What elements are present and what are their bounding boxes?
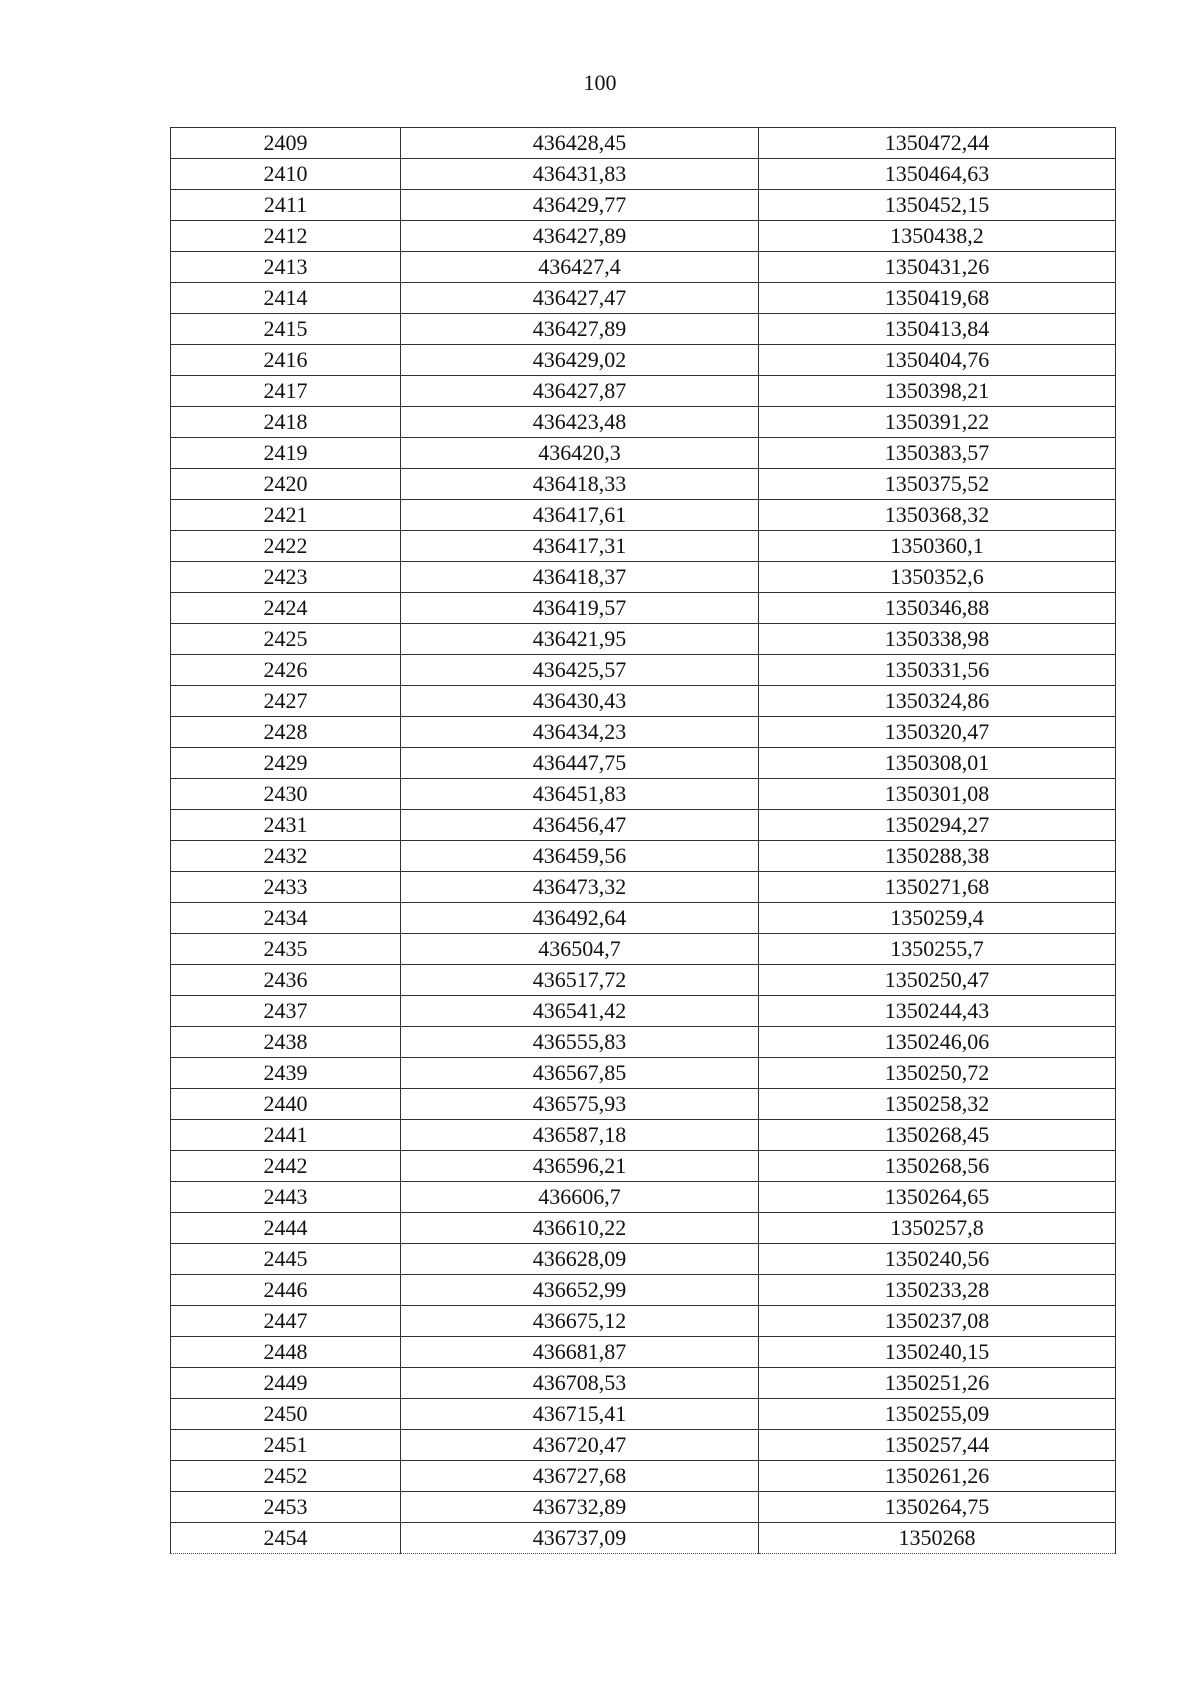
- y-coordinate-cell: 1350294,27: [759, 810, 1116, 841]
- table-row: [171, 1368, 1116, 1399]
- y-coordinate-cell: 1350452,15: [759, 190, 1116, 221]
- table-row: [171, 1151, 1116, 1182]
- x-coordinate-cell: 436610,22: [401, 1213, 759, 1244]
- y-coordinate-cell: 1350368,32: [759, 500, 1116, 531]
- table-row: [171, 686, 1116, 717]
- x-coordinate-cell: 436715,41: [401, 1399, 759, 1430]
- x-coordinate-cell: 436420,3: [401, 438, 759, 469]
- x-coordinate-cell: 436417,31: [401, 531, 759, 562]
- x-coordinate-cell: 436430,43: [401, 686, 759, 717]
- x-coordinate-cell: 436492,64: [401, 903, 759, 934]
- y-coordinate-cell: 1350308,01: [759, 748, 1116, 779]
- point-number-cell: 2420: [171, 469, 401, 500]
- point-number-cell: 2431: [171, 810, 401, 841]
- point-number-cell: 2453: [171, 1492, 401, 1523]
- table-row: [171, 1430, 1116, 1461]
- table-row: [171, 748, 1116, 779]
- x-coordinate-cell: 436541,42: [401, 996, 759, 1027]
- point-number-cell: 2454: [171, 1523, 401, 1554]
- x-coordinate-cell: 436429,02: [401, 345, 759, 376]
- y-coordinate-cell: 1350264,65: [759, 1182, 1116, 1213]
- table-row: [171, 1275, 1116, 1306]
- point-number-cell: 2435: [171, 934, 401, 965]
- y-coordinate-cell: 1350383,57: [759, 438, 1116, 469]
- y-coordinate-cell: 1350324,86: [759, 686, 1116, 717]
- point-number-cell: 2442: [171, 1151, 401, 1182]
- y-coordinate-cell: 1350258,32: [759, 1089, 1116, 1120]
- table-row: [171, 159, 1116, 190]
- x-coordinate-cell: 436555,83: [401, 1027, 759, 1058]
- x-coordinate-cell: 436596,21: [401, 1151, 759, 1182]
- y-coordinate-cell: 1350398,21: [759, 376, 1116, 407]
- point-number-cell: 2423: [171, 562, 401, 593]
- y-coordinate-cell: 1350271,68: [759, 872, 1116, 903]
- table-row: [171, 965, 1116, 996]
- point-number-cell: 2426: [171, 655, 401, 686]
- point-number-cell: 2409: [171, 128, 401, 159]
- point-number-cell: 2422: [171, 531, 401, 562]
- point-number-cell: 2450: [171, 1399, 401, 1430]
- y-coordinate-cell: 1350259,4: [759, 903, 1116, 934]
- x-coordinate-cell: 436628,09: [401, 1244, 759, 1275]
- y-coordinate-cell: 1350338,98: [759, 624, 1116, 655]
- point-number-cell: 2433: [171, 872, 401, 903]
- point-number-cell: 2449: [171, 1368, 401, 1399]
- x-coordinate-cell: 436451,83: [401, 779, 759, 810]
- table-row: [171, 283, 1116, 314]
- x-coordinate-cell: 436459,56: [401, 841, 759, 872]
- table-row: [171, 903, 1116, 934]
- table-row: [171, 562, 1116, 593]
- page-number: 100: [583, 70, 617, 95]
- y-coordinate-cell: 1350268,56: [759, 1151, 1116, 1182]
- x-coordinate-cell: 436567,85: [401, 1058, 759, 1089]
- x-coordinate-cell: 436428,45: [401, 128, 759, 159]
- point-number-cell: 2410: [171, 159, 401, 190]
- point-number-cell: 2447: [171, 1306, 401, 1337]
- x-coordinate-cell: 436427,87: [401, 376, 759, 407]
- x-coordinate-cell: 436652,99: [401, 1275, 759, 1306]
- y-coordinate-cell: 1350404,76: [759, 345, 1116, 376]
- point-number-cell: 2445: [171, 1244, 401, 1275]
- point-number-cell: 2425: [171, 624, 401, 655]
- y-coordinate-cell: 1350257,44: [759, 1430, 1116, 1461]
- y-coordinate-cell: 1350246,06: [759, 1027, 1116, 1058]
- table-row: [171, 810, 1116, 841]
- y-coordinate-cell: 1350257,8: [759, 1213, 1116, 1244]
- x-coordinate-cell: 436456,47: [401, 810, 759, 841]
- y-coordinate-cell: 1350240,56: [759, 1244, 1116, 1275]
- x-coordinate-cell: 436423,48: [401, 407, 759, 438]
- table-row: [171, 996, 1116, 1027]
- y-coordinate-cell: 1350250,72: [759, 1058, 1116, 1089]
- table-row: [171, 438, 1116, 469]
- point-number-cell: 2436: [171, 965, 401, 996]
- y-coordinate-cell: 1350391,22: [759, 407, 1116, 438]
- point-number-cell: 2441: [171, 1120, 401, 1151]
- x-coordinate-cell: 436425,57: [401, 655, 759, 686]
- y-coordinate-cell: 1350301,08: [759, 779, 1116, 810]
- x-coordinate-cell: 436606,7: [401, 1182, 759, 1213]
- point-number-cell: 2434: [171, 903, 401, 934]
- table-row: [171, 531, 1116, 562]
- table-row: [171, 1337, 1116, 1368]
- table-row: [171, 314, 1116, 345]
- table-row: [171, 1058, 1116, 1089]
- point-number-cell: 2451: [171, 1430, 401, 1461]
- x-coordinate-cell: 436737,09: [401, 1523, 759, 1554]
- table-row: [171, 376, 1116, 407]
- point-number-cell: 2440: [171, 1089, 401, 1120]
- table-row: [171, 469, 1116, 500]
- point-number-cell: 2452: [171, 1461, 401, 1492]
- x-coordinate-cell: 436418,37: [401, 562, 759, 593]
- x-coordinate-cell: 436732,89: [401, 1492, 759, 1523]
- y-coordinate-cell: 1350431,26: [759, 252, 1116, 283]
- x-coordinate-cell: 436431,83: [401, 159, 759, 190]
- x-coordinate-cell: 436447,75: [401, 748, 759, 779]
- point-number-cell: 2415: [171, 314, 401, 345]
- y-coordinate-cell: 1350346,88: [759, 593, 1116, 624]
- table-row: [171, 128, 1116, 159]
- table-row: [171, 190, 1116, 221]
- y-coordinate-cell: 1350264,75: [759, 1492, 1116, 1523]
- x-coordinate-cell: 436708,53: [401, 1368, 759, 1399]
- table-row: [171, 345, 1116, 376]
- point-number-cell: 2416: [171, 345, 401, 376]
- table-row: [171, 1523, 1116, 1554]
- y-coordinate-cell: 1350360,1: [759, 531, 1116, 562]
- point-number-cell: 2427: [171, 686, 401, 717]
- point-number-cell: 2432: [171, 841, 401, 872]
- y-coordinate-cell: 1350250,47: [759, 965, 1116, 996]
- y-coordinate-cell: 1350331,56: [759, 655, 1116, 686]
- table-row: [171, 1306, 1116, 1337]
- point-number-cell: 2424: [171, 593, 401, 624]
- point-number-cell: 2419: [171, 438, 401, 469]
- y-coordinate-cell: 1350240,15: [759, 1337, 1116, 1368]
- point-number-cell: 2446: [171, 1275, 401, 1306]
- x-coordinate-cell: 436587,18: [401, 1120, 759, 1151]
- point-number-cell: 2412: [171, 221, 401, 252]
- x-coordinate-cell: 436727,68: [401, 1461, 759, 1492]
- y-coordinate-cell: 1350352,6: [759, 562, 1116, 593]
- y-coordinate-cell: 1350255,7: [759, 934, 1116, 965]
- x-coordinate-cell: 436418,33: [401, 469, 759, 500]
- table-row: [171, 1461, 1116, 1492]
- y-coordinate-cell: 1350268: [759, 1523, 1116, 1554]
- table-row: [171, 1244, 1116, 1275]
- point-number-cell: 2438: [171, 1027, 401, 1058]
- y-coordinate-cell: 1350251,26: [759, 1368, 1116, 1399]
- y-coordinate-cell: 1350237,08: [759, 1306, 1116, 1337]
- point-number-cell: 2411: [171, 190, 401, 221]
- y-coordinate-cell: 1350233,28: [759, 1275, 1116, 1306]
- point-number-cell: 2448: [171, 1337, 401, 1368]
- point-number-cell: 2443: [171, 1182, 401, 1213]
- x-coordinate-cell: 436681,87: [401, 1337, 759, 1368]
- table-row: [171, 624, 1116, 655]
- x-coordinate-cell: 436419,57: [401, 593, 759, 624]
- point-number-cell: 2421: [171, 500, 401, 531]
- x-coordinate-cell: 436517,72: [401, 965, 759, 996]
- point-number-cell: 2417: [171, 376, 401, 407]
- y-coordinate-cell: 1350472,44: [759, 128, 1116, 159]
- table-row: [171, 934, 1116, 965]
- point-number-cell: 2413: [171, 252, 401, 283]
- x-coordinate-cell: 436675,12: [401, 1306, 759, 1337]
- y-coordinate-cell: 1350438,2: [759, 221, 1116, 252]
- point-number-cell: 2429: [171, 748, 401, 779]
- y-coordinate-cell: 1350268,45: [759, 1120, 1116, 1151]
- y-coordinate-cell: 1350261,26: [759, 1461, 1116, 1492]
- point-number-cell: 2437: [171, 996, 401, 1027]
- table-row: [171, 1399, 1116, 1430]
- x-coordinate-cell: 436427,47: [401, 283, 759, 314]
- table-row: [171, 779, 1116, 810]
- table-row: [171, 593, 1116, 624]
- table-row: [171, 841, 1116, 872]
- table-row: [171, 252, 1116, 283]
- y-coordinate-cell: 1350464,63: [759, 159, 1116, 190]
- table-row: [171, 407, 1116, 438]
- x-coordinate-cell: 436575,93: [401, 1089, 759, 1120]
- x-coordinate-cell: 436427,89: [401, 314, 759, 345]
- table-row: [171, 872, 1116, 903]
- table-row: [171, 1492, 1116, 1523]
- x-coordinate-cell: 436473,32: [401, 872, 759, 903]
- x-coordinate-cell: 436434,23: [401, 717, 759, 748]
- y-coordinate-cell: 1350255,09: [759, 1399, 1116, 1430]
- x-coordinate-cell: 436720,47: [401, 1430, 759, 1461]
- y-coordinate-cell: 1350288,38: [759, 841, 1116, 872]
- point-number-cell: 2444: [171, 1213, 401, 1244]
- coordinates-table: [170, 127, 1116, 1554]
- x-coordinate-cell: 436429,77: [401, 190, 759, 221]
- table-row: [171, 1213, 1116, 1244]
- table-row: [171, 221, 1116, 252]
- table-body: [171, 128, 1116, 1554]
- point-number-cell: 2414: [171, 283, 401, 314]
- x-coordinate-cell: 436417,61: [401, 500, 759, 531]
- y-coordinate-cell: 1350375,52: [759, 469, 1116, 500]
- y-coordinate-cell: 1350413,84: [759, 314, 1116, 345]
- point-number-cell: 2430: [171, 779, 401, 810]
- point-number-cell: 2439: [171, 1058, 401, 1089]
- x-coordinate-cell: 436421,95: [401, 624, 759, 655]
- x-coordinate-cell: 436504,7: [401, 934, 759, 965]
- point-number-cell: 2418: [171, 407, 401, 438]
- x-coordinate-cell: 436427,4: [401, 252, 759, 283]
- y-coordinate-cell: 1350419,68: [759, 283, 1116, 314]
- point-number-cell: 2428: [171, 717, 401, 748]
- table-row: [171, 1120, 1116, 1151]
- table-row: [171, 1027, 1116, 1058]
- table-row: [171, 1182, 1116, 1213]
- table-row: [171, 717, 1116, 748]
- y-coordinate-cell: 1350320,47: [759, 717, 1116, 748]
- x-coordinate-cell: 436427,89: [401, 221, 759, 252]
- table-row: [171, 500, 1116, 531]
- y-coordinate-cell: 1350244,43: [759, 996, 1116, 1027]
- table-row: [171, 655, 1116, 686]
- table-row: [171, 1089, 1116, 1120]
